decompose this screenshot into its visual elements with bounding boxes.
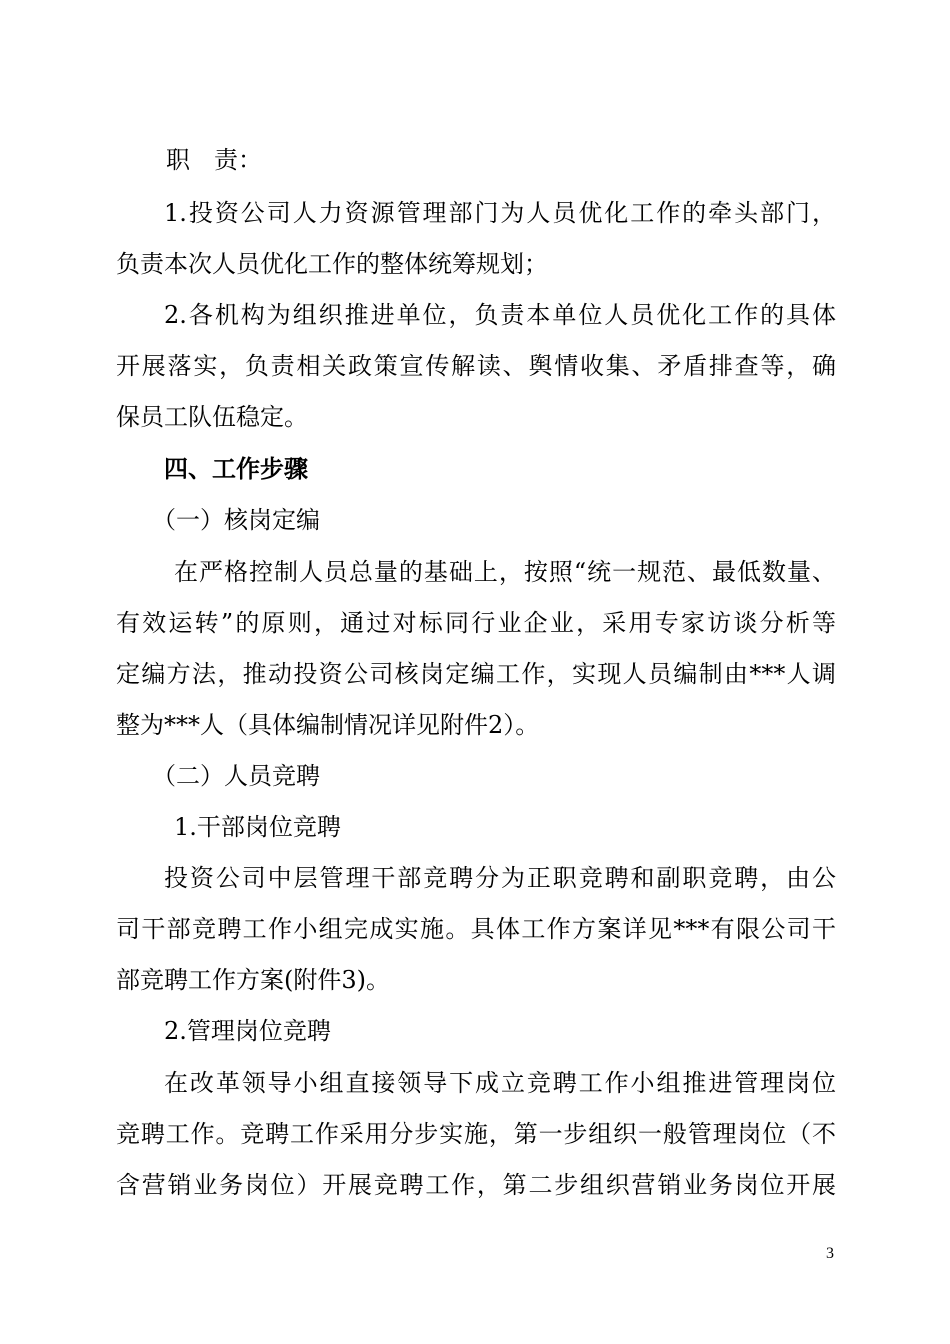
paragraph-line: 负责本次人员优化工作的整体统筹规划； <box>116 250 548 278</box>
item-heading: 1.干部岗位竞聘 <box>174 813 341 841</box>
paragraph-line: 2.各机构为组织推进单位，负责本单位人员优化工作的具体 <box>164 301 836 329</box>
paragraph-line: 在严格控制人员总量的基础上，按照“统一规范、最低数量、 <box>174 558 836 586</box>
subsection-heading: （一）核岗定编 <box>152 506 320 534</box>
paragraph-line: 定编方法，推动投资公司核岗定编工作，实现人员编制由***人调 <box>116 660 836 688</box>
paragraph-line: 竞聘工作。竞聘工作采用分步实施，第一步组织一般管理岗位（不 <box>116 1120 836 1148</box>
paragraph-line: 整为***人（具体编制情况详见附件2）。 <box>116 711 540 739</box>
page-number: 3 <box>826 1245 834 1262</box>
paragraph-line: 在改革领导小组直接领导下成立竞聘工作小组推进管理岗位 <box>164 1069 836 1097</box>
paragraph-line: 部竞聘工作方案(附件3)。 <box>116 966 390 994</box>
section-heading: 四、工作步骤 <box>164 455 308 483</box>
paragraph-line: 含营销业务岗位）开展竞聘工作，第二步组织营销业务岗位开展 <box>116 1171 836 1199</box>
paragraph-line: 保员工队伍稳定。 <box>116 403 308 431</box>
paragraph-line: 1.投资公司人力资源管理部门为人员优化工作的牵头部门， <box>164 199 836 227</box>
paragraph-line: 投资公司中层管理干部竞聘分为正职竞聘和副职竞聘，由公 <box>164 864 836 892</box>
paragraph-line: 司干部竞聘工作小组完成实施。具体工作方案详见***有限公司干 <box>116 915 836 943</box>
paragraph-line: 开展落实，负责相关政策宣传解读、舆情收集、矛盾排查等，确 <box>116 352 836 380</box>
subsection-heading: （二）人员竞聘 <box>152 762 320 790</box>
responsibilities-label: 职 责： <box>166 146 262 174</box>
item-heading: 2.管理岗位竞聘 <box>164 1017 331 1045</box>
paragraph-line: 有效运转”的原则，通过对标同行业企业，采用专家访谈分析等 <box>116 609 836 637</box>
